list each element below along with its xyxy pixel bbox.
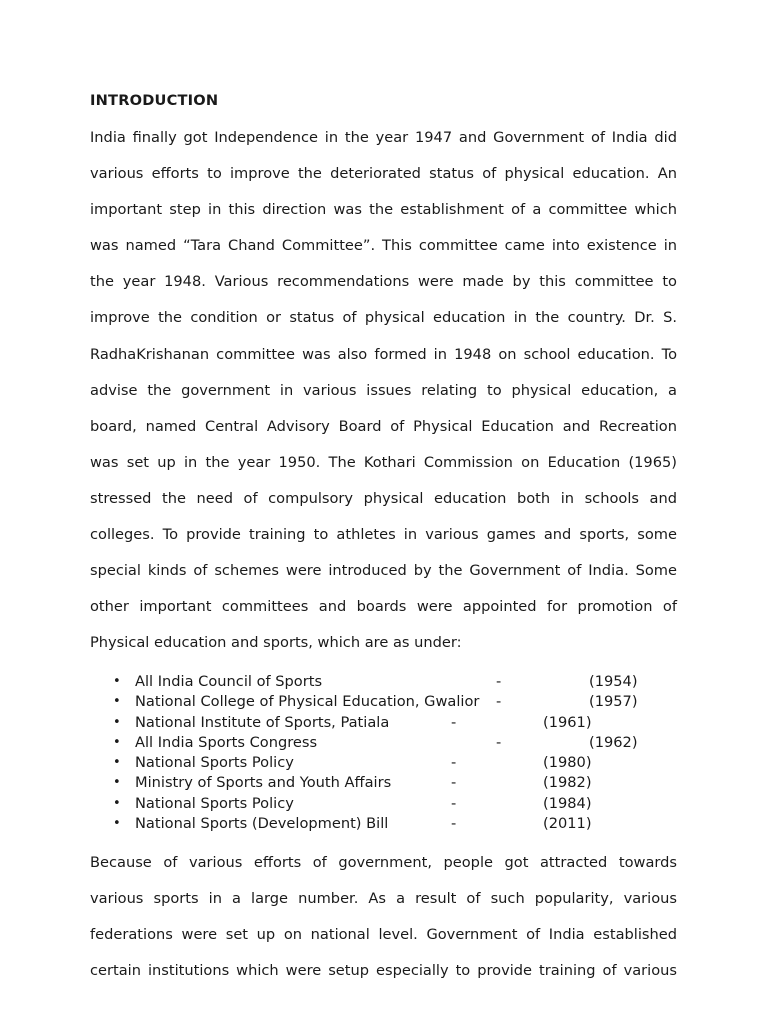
list-item-name: National Institute of Sports, Patiala bbox=[135, 713, 390, 731]
followup-paragraph bbox=[90, 845, 677, 989]
paragraph-line: was set up in the year 1950. The Kothari Commission on Education (1965) bbox=[90, 453, 677, 471]
list-item-dash: - bbox=[451, 774, 457, 792]
list-item-dash: - bbox=[496, 693, 502, 711]
intro-paragraph bbox=[90, 120, 677, 661]
list-item-year: (1957) bbox=[589, 693, 638, 711]
list-item-name: National Sports (Development) Bill bbox=[135, 815, 389, 833]
paragraph-line: colleges. To provide training to athletes in various games and sports, some bbox=[90, 526, 677, 544]
paragraph-line: the year 1948. Various recommendations were made by this committee to bbox=[90, 273, 677, 291]
paragraph-line: advise the government in various issues relating to physical education, a bbox=[90, 381, 677, 399]
bullet-icon: • bbox=[113, 714, 121, 730]
bullet-icon: • bbox=[113, 816, 121, 832]
bullet-icon: • bbox=[113, 694, 121, 710]
bullet-icon: • bbox=[113, 734, 121, 750]
list-item-year: (1982) bbox=[543, 774, 592, 792]
paragraph-line: Physical education and sports, which are as under: bbox=[90, 634, 462, 652]
section-heading: INTRODUCTION bbox=[90, 92, 219, 109]
bullet-icon: • bbox=[113, 674, 121, 689]
paragraph-line: RadhaKrishanan committee was also formed in 1948 on school education. To bbox=[90, 345, 677, 363]
list-item-year: (1962) bbox=[589, 733, 638, 751]
paragraph-line: certain institutions which were setup especially to provide training of various bbox=[90, 962, 677, 980]
list-item-year: (1954) bbox=[589, 673, 638, 690]
list-item-name: National Sports Policy bbox=[135, 794, 294, 812]
list-item-year: (2011) bbox=[543, 815, 592, 833]
list-item-year: (1961) bbox=[543, 713, 592, 731]
list-item-year: (1984) bbox=[543, 794, 592, 812]
list-item-name: Ministry of Sports and Youth Affairs bbox=[135, 774, 392, 792]
list-item-name: All India Sports Congress bbox=[135, 733, 318, 751]
bullet-icon: • bbox=[113, 775, 121, 791]
list-item-name: National College of Physical Education, Gwalior bbox=[135, 693, 480, 711]
paragraph-line: other important committees and boards were appointed for promotion of bbox=[90, 598, 677, 616]
paragraph-line: was named “Tara Chand Committee”. This committee came into existence in bbox=[90, 237, 677, 255]
list-item-dash: - bbox=[451, 713, 457, 731]
paragraph-line: various efforts to improve the deteriorated status of physical education. An bbox=[90, 165, 677, 183]
paragraph-line: important step in this direction was the establishment of a committee which bbox=[90, 201, 677, 219]
list-item-dash: - bbox=[496, 673, 502, 690]
paragraph-line: Because of various efforts of government, people got attracted towards bbox=[90, 854, 677, 871]
bullet-icon: • bbox=[113, 755, 121, 771]
list-item-dash: - bbox=[451, 815, 457, 833]
paragraph-line: stressed the need of compulsory physical education both in schools and bbox=[90, 489, 677, 507]
paragraph-line: improve the condition or status of physical education in the country. Dr. S. bbox=[90, 309, 677, 327]
paragraph-line: federations were set up on national level. Government of India established bbox=[90, 926, 677, 944]
paragraph-line: various sports in a large number. As a result of such popularity, various bbox=[90, 890, 677, 908]
list-item-dash: - bbox=[496, 733, 502, 751]
paragraph-line: special kinds of schemes were introduced by the Government of India. Some bbox=[90, 562, 677, 580]
list-item-dash: - bbox=[451, 754, 457, 772]
paragraph-line: India finally got Independence in the year 1947 and Government of India did bbox=[90, 129, 677, 146]
list-item-name: All India Council of Sports bbox=[135, 673, 323, 690]
list-item-name: National Sports Policy bbox=[135, 754, 294, 772]
list-item-dash: - bbox=[451, 794, 457, 812]
paragraph-line: board, named Central Advisory Board of Physical Education and Recreation bbox=[90, 417, 677, 435]
list-item-year: (1980) bbox=[543, 754, 592, 772]
bullet-icon: • bbox=[113, 795, 121, 811]
